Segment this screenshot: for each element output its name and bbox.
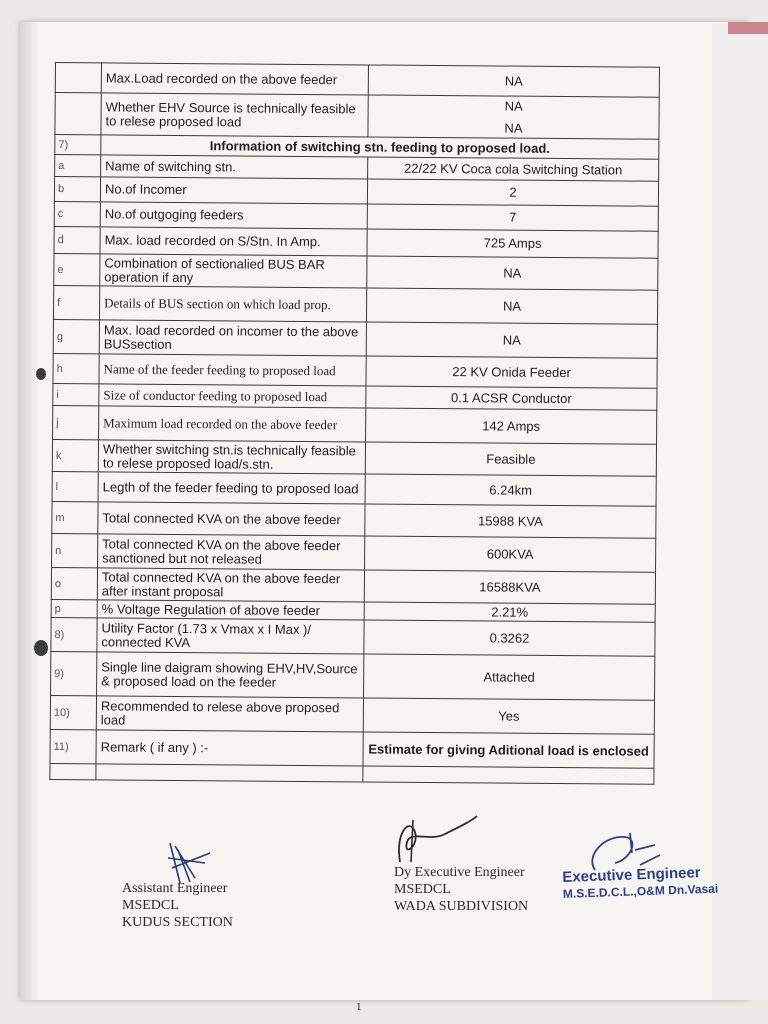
- form-table-container: [49, 62, 660, 785]
- deputy-org: MSEDCL: [394, 882, 451, 897]
- row-label: Size of conductor feeding to proposed load: [99, 384, 366, 408]
- table-row: [52, 501, 656, 538]
- binding-strip: [20, 22, 38, 1000]
- row-label: Total connected KVA on the above feeder: [98, 502, 365, 536]
- row-label: Max. load recorded on S/Stn. In Amp.: [100, 227, 367, 256]
- row-label: Whether EHV Source is technically feasible to relese proposed load: [101, 93, 368, 137]
- row-key: k: [52, 439, 98, 471]
- table-row: [53, 405, 657, 444]
- row-value: 7: [367, 204, 658, 231]
- row-value: NA: [366, 288, 657, 324]
- row-key: 10): [50, 695, 96, 729]
- deputy-title: Dy Executive Engineer: [394, 865, 525, 880]
- row-key: f: [53, 285, 99, 319]
- row-key: a: [55, 155, 101, 177]
- row-value: 0.3262: [364, 620, 655, 656]
- executive-title: Executive Engineer: [562, 864, 701, 886]
- row-value: [363, 766, 654, 784]
- row-value: NA: [367, 256, 658, 290]
- row-key: 11): [50, 729, 96, 763]
- assistant-unit: KUDUS SECTION: [122, 915, 233, 930]
- punch-hole: [36, 368, 46, 380]
- table-row: [52, 439, 656, 476]
- page-number: 1: [356, 1001, 362, 1013]
- row-label: Legth of the feeder feeding to proposed load: [98, 472, 365, 504]
- row-label: Total connected KVA on the above feeder sanctioned but not released: [98, 534, 365, 570]
- row-key: 9): [51, 651, 97, 695]
- executive-unit: M.S.E.D.C.L.,O&M Dn.Vasai: [562, 881, 719, 901]
- row-value: [368, 95, 659, 139]
- row-label: Max. load recorded on incomer to the above BUSsection: [99, 320, 366, 356]
- row-value: 6.24km: [365, 474, 656, 506]
- row-value: 15988 KVA: [365, 504, 656, 538]
- row-label: Remark ( if any ) :-: [96, 730, 363, 766]
- row-value: Yes: [363, 698, 654, 734]
- section-heading: Information of switching stn. feeding to proposed load.: [101, 135, 659, 159]
- row-key: b: [54, 177, 100, 202]
- feeder-info-table: [49, 62, 660, 785]
- row-key: g: [53, 319, 99, 353]
- page-edge: [712, 22, 768, 1000]
- table-row: [51, 651, 655, 700]
- table-row: [52, 533, 656, 572]
- row-key: [55, 63, 101, 93]
- row-key: [50, 763, 96, 779]
- deputy-unit: WADA SUBDIVISION: [394, 899, 529, 914]
- row-value: 2: [367, 179, 658, 206]
- row-label: Whether switching stn.is technically feasible to relese proposed load/s.stn.: [98, 440, 365, 474]
- row-value: Feasible: [365, 442, 656, 476]
- row-key: l: [52, 471, 98, 501]
- assistant-title: Assistant Engineer: [122, 881, 228, 896]
- row-key: 8): [51, 617, 97, 651]
- row-value-text: NA: [504, 98, 523, 114]
- row-key: n: [52, 533, 98, 567]
- row-key: e: [54, 253, 100, 285]
- row-label: Name of switching stn.: [101, 155, 368, 179]
- row-label: [96, 764, 363, 782]
- table-row: [55, 93, 659, 140]
- row-key: o: [51, 567, 97, 599]
- assistant-signature-block: [122, 880, 233, 931]
- row-value: Attached: [364, 654, 655, 700]
- row-label: Maximum load recorded on the above feeder: [99, 406, 366, 442]
- row-value: 22/22 KV Coca cola Switching Station: [368, 157, 659, 181]
- row-value: 22 KV Onida Feeder: [366, 356, 657, 388]
- row-label: % Voltage Regulation of above feeder: [97, 600, 364, 620]
- deputy-signature-block: [394, 864, 528, 915]
- assistant-org: MSEDCL: [122, 898, 179, 913]
- table-row: [51, 567, 655, 604]
- row-label: Max.Load recorded on the above feeder: [101, 63, 368, 95]
- section-number: 7): [55, 135, 101, 155]
- table-row: [50, 695, 654, 734]
- table-row: [55, 63, 659, 98]
- row-key: p: [51, 599, 97, 617]
- row-key: j: [53, 405, 99, 439]
- row-value-extra: NA: [504, 120, 523, 136]
- row-value: 600KVA: [365, 536, 656, 572]
- row-value: NA: [368, 65, 659, 97]
- folder-edge: [728, 22, 768, 34]
- row-value: 16588KVA: [364, 570, 655, 604]
- table-row: [53, 353, 657, 388]
- row-value: 725 Amps: [367, 229, 658, 258]
- row-label: Combination of sectionalied BUS BAR operation if any: [100, 254, 367, 288]
- row-label: Details of BUS section on which load prop.: [99, 286, 366, 322]
- table-row: [52, 471, 656, 506]
- row-key: h: [53, 353, 99, 383]
- row-value: Estimate for giving Aditional load is enclosed: [363, 732, 654, 768]
- row-label: Name of the feeder feeding to proposed load: [99, 354, 366, 386]
- row-key: m: [52, 501, 98, 533]
- row-label: Recommended to relese above proposed load: [96, 696, 363, 732]
- table-row: [51, 617, 655, 656]
- row-key: c: [54, 201, 100, 226]
- row-label: No.of outgoging feeders: [100, 202, 367, 229]
- row-value: 0.1 ACSR Conductor: [366, 386, 657, 410]
- deputy-signature-mark: [385, 812, 485, 867]
- punch-hole: [34, 640, 48, 656]
- row-label: No.of Incomer: [100, 177, 367, 204]
- row-key: i: [53, 383, 99, 405]
- row-key: d: [54, 226, 100, 253]
- executive-stamp: [562, 864, 718, 903]
- table-row: [50, 729, 654, 768]
- table-row: [53, 319, 657, 358]
- row-value: NA: [366, 322, 657, 358]
- row-label: Utility Factor (1.73 x Vmax x I Max )/ connected KVA: [97, 618, 364, 654]
- row-label: Single line daigram showing EHV,HV,Source & proposed load on the feeder: [97, 652, 364, 698]
- row-value: 2.21%: [364, 602, 655, 622]
- table-row: [54, 253, 658, 290]
- table-row: [53, 285, 657, 324]
- row-value: 142 Amps: [366, 408, 657, 444]
- row-key: [55, 93, 101, 135]
- row-label: Total connected KVA on the above feeder after instant proposal: [97, 568, 364, 602]
